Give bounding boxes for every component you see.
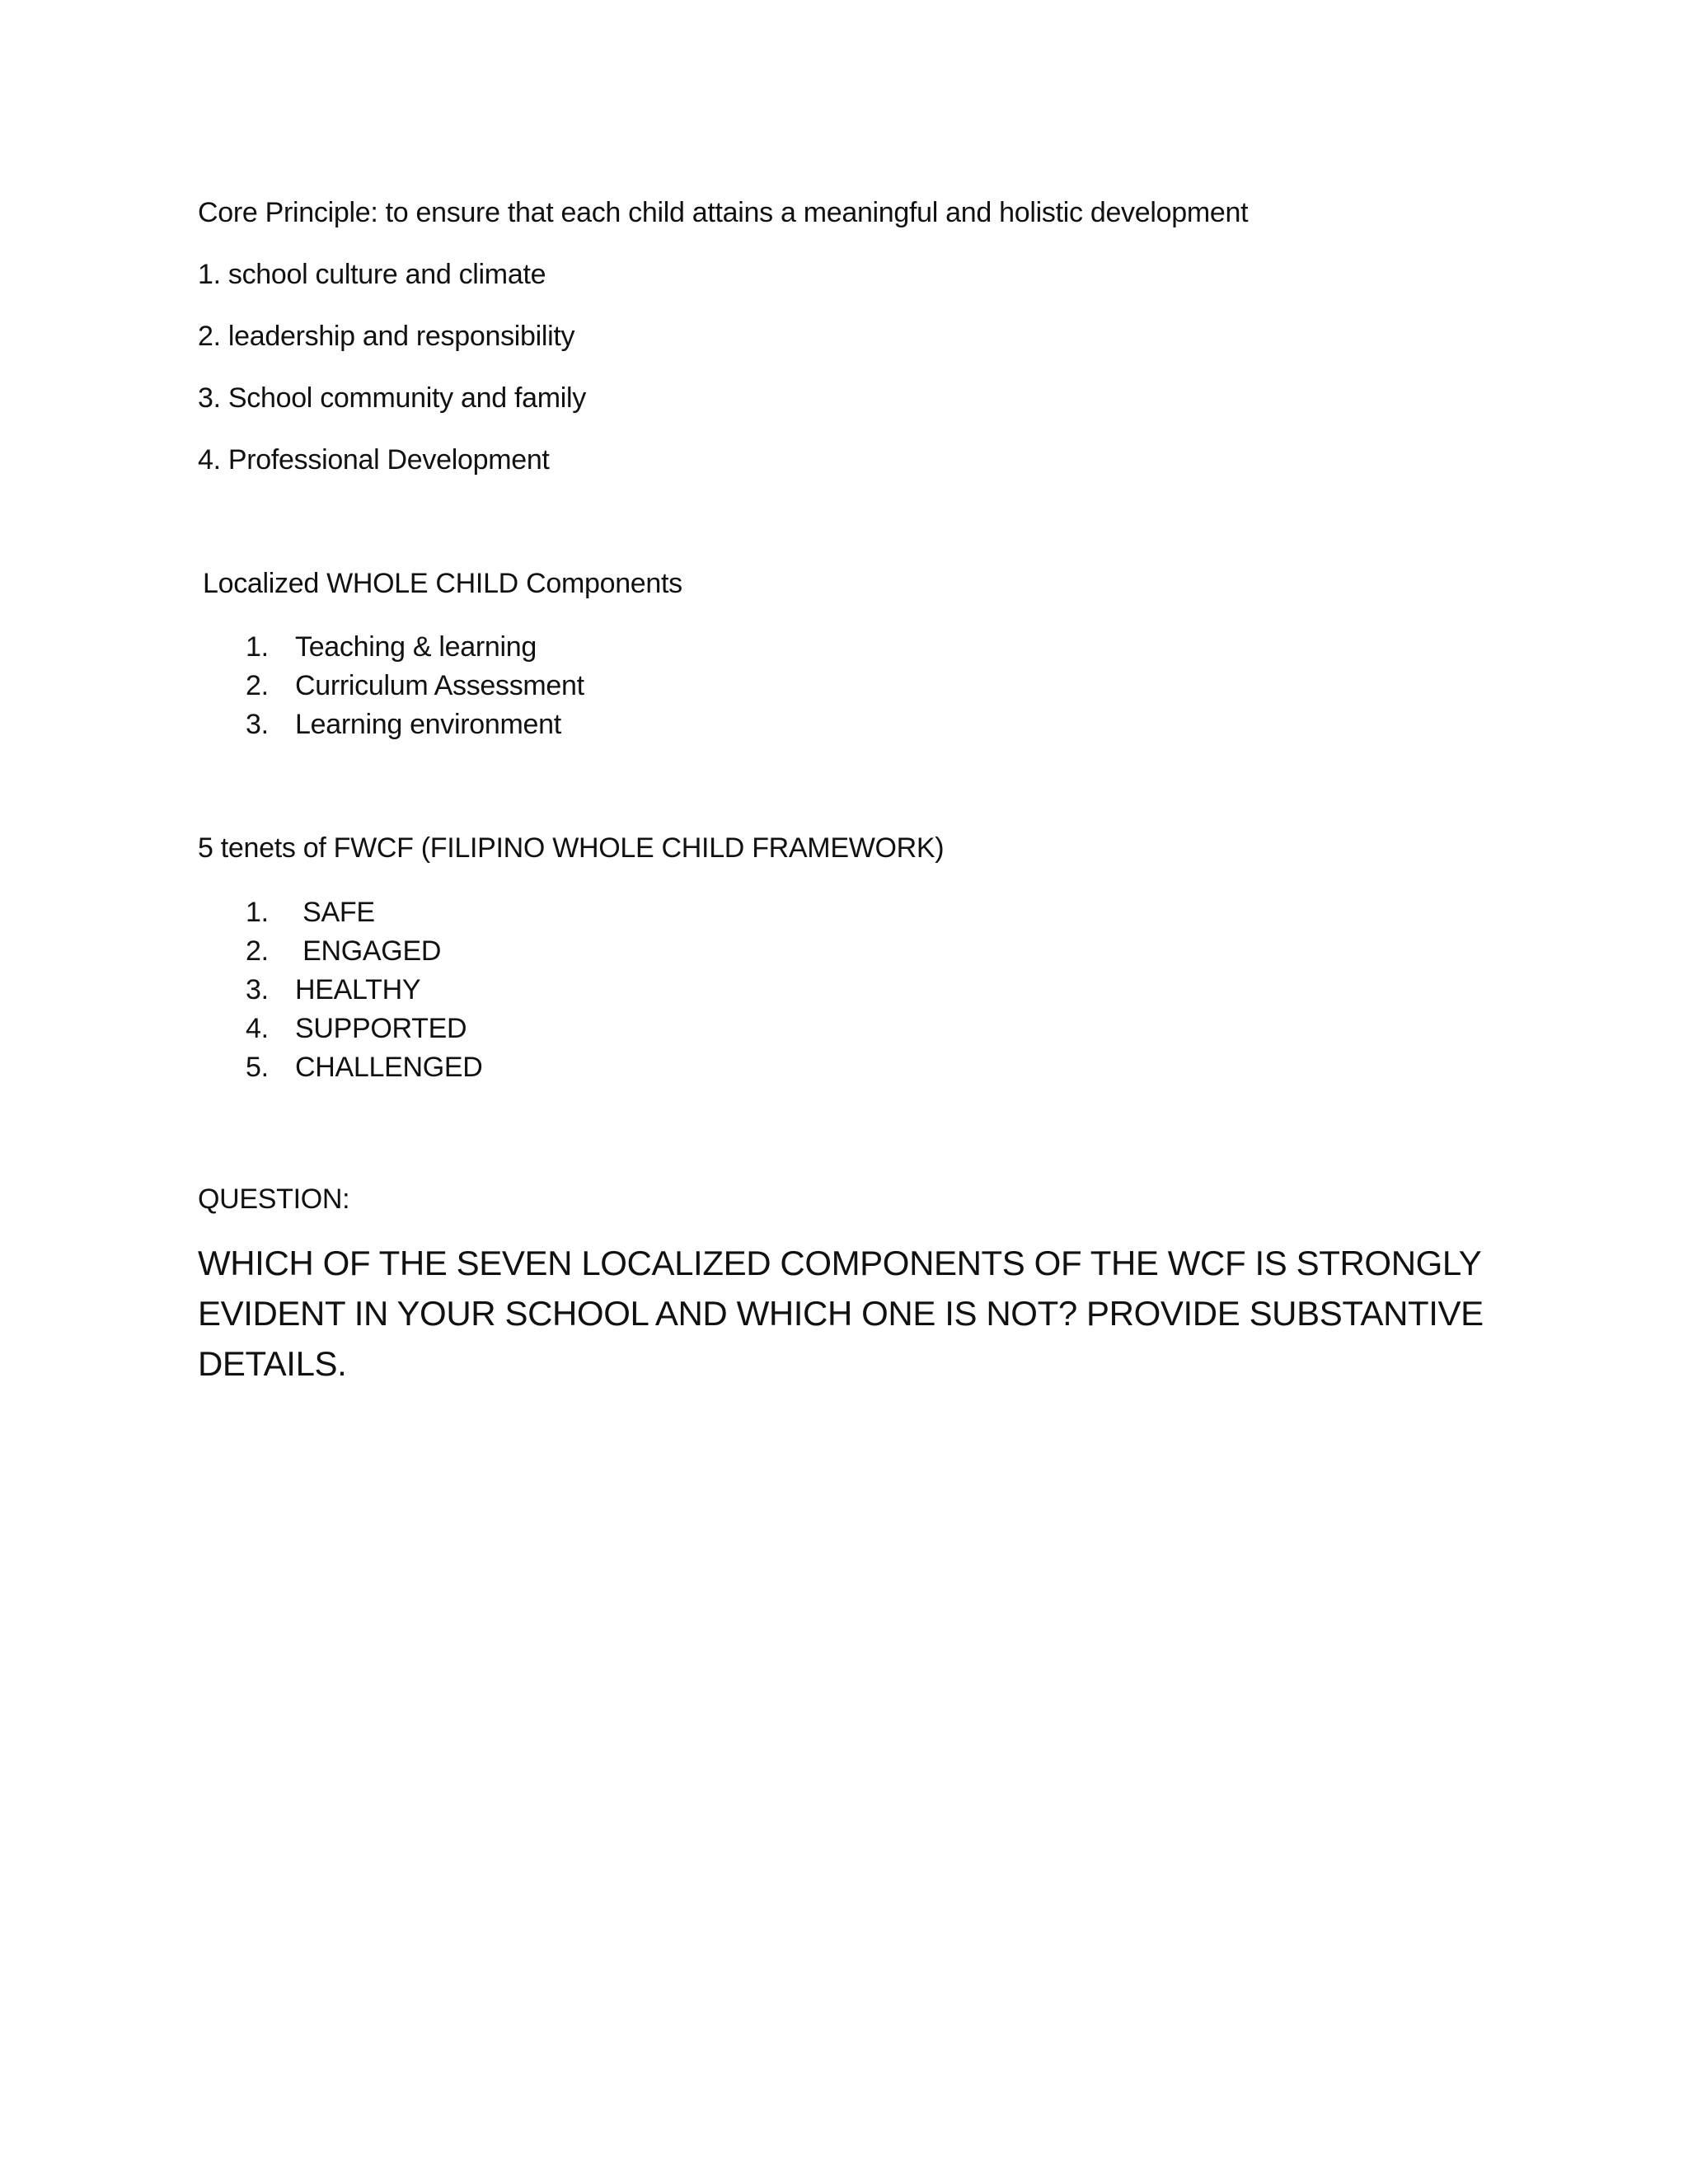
list-number: 1.	[246, 897, 269, 928]
list-number: 5.	[246, 1052, 269, 1083]
list-item	[246, 669, 584, 708]
list-number: 3.	[246, 974, 269, 1005]
question-text: WHICH OF THE SEVEN LOCALIZED COMPONENTS OF THE WCF IS STRONGLY EVIDENT IN YOUR SCHOOL AND WHICH ONE IS NOT? PROVIDE SUBSTANTIVE DETAILS.	[198, 1244, 1484, 1383]
list-label: ENGAGED	[295, 935, 442, 967]
list-label: SUPPORTED	[295, 1013, 467, 1044]
core-item-1: 1. school culture and climate	[198, 259, 546, 290]
list-item	[246, 1051, 483, 1090]
list-number: 4.	[246, 1013, 269, 1044]
list-number: 2.	[246, 935, 269, 967]
core-item-4: 4. Professional Development	[198, 444, 550, 476]
list-item	[246, 1012, 483, 1051]
question-label: QUESTION:	[198, 1183, 350, 1215]
list-number: 2.	[246, 670, 269, 701]
list-label: HEALTHY	[295, 974, 421, 1005]
list-label: SAFE	[295, 897, 375, 928]
tenets-list	[246, 896, 483, 1090]
list-item	[246, 630, 584, 669]
core-item-2: 2. leadership and responsibility	[198, 321, 575, 352]
localized-list	[246, 630, 584, 747]
list-label: Teaching & learning	[295, 631, 537, 663]
list-item	[246, 973, 483, 1012]
list-label: Learning environment	[295, 709, 561, 740]
list-item	[246, 708, 584, 747]
list-label: Curriculum Assessment	[295, 670, 584, 701]
core-item-3: 3. School community and family	[198, 382, 586, 414]
list-item	[246, 896, 483, 935]
list-number: 3.	[246, 709, 269, 740]
tenets-heading: 5 tenets of FWCF (FILIPINO WHOLE CHILD FRAMEWORK)	[198, 832, 945, 864]
list-item	[246, 935, 483, 973]
list-number: 1.	[246, 631, 269, 663]
list-label: CHALLENGED	[295, 1052, 483, 1083]
core-principle: Core Principle: to ensure that each child attains a meaningful and holistic development	[198, 197, 1249, 228]
localized-heading: Localized WHOLE CHILD Components	[203, 568, 682, 599]
